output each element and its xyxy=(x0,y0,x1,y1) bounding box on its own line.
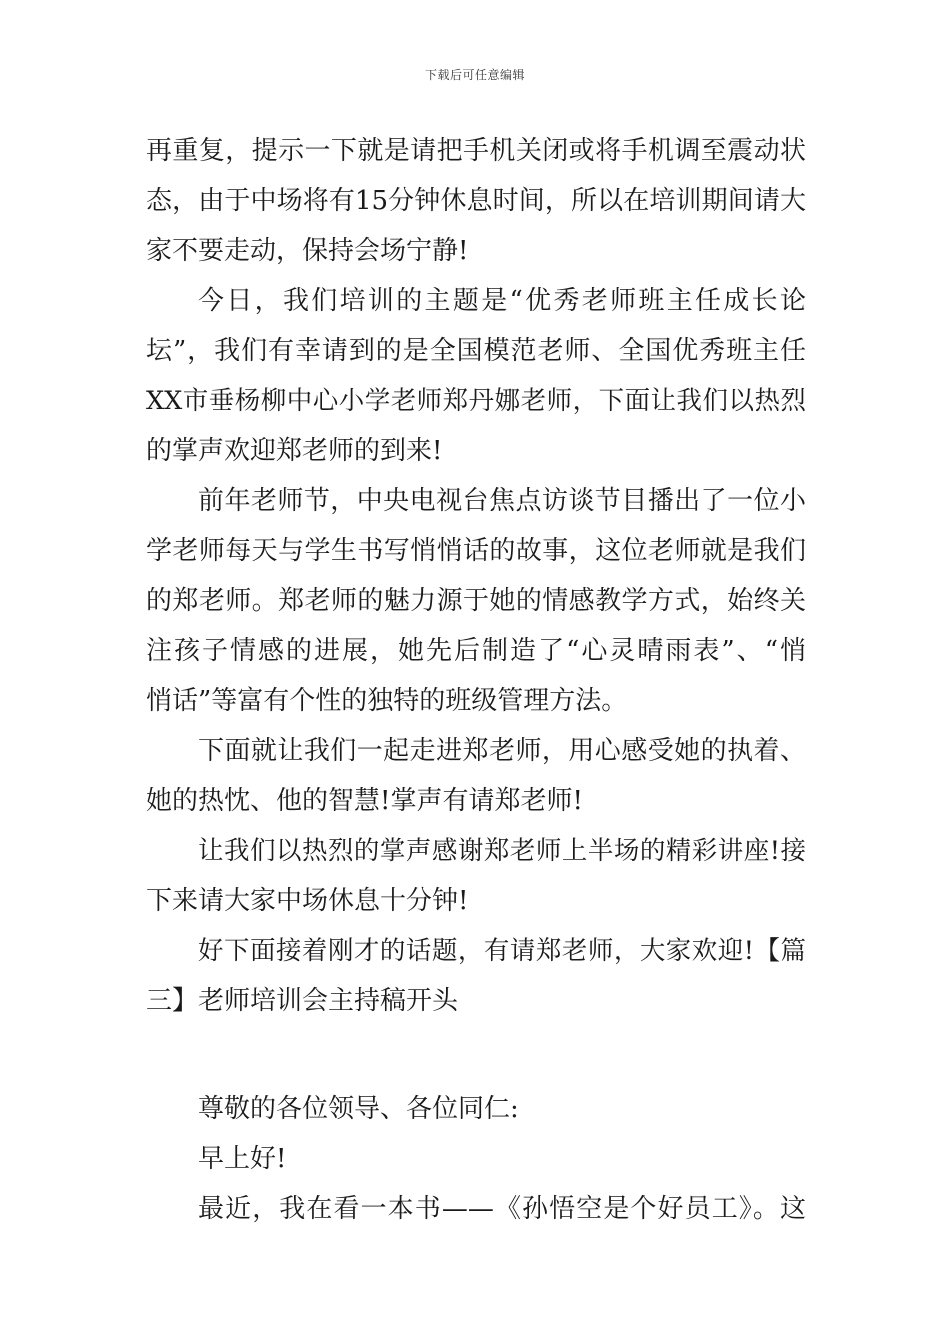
paragraph-invitation xyxy=(146,726,806,826)
text-line: 坛”，我们有幸请到的是全国模范老师、全国优秀班主任 xyxy=(146,336,806,366)
blank-spacer xyxy=(146,1026,806,1084)
paragraph-reminder xyxy=(146,126,806,276)
text-line: 今日，我们培训的主题是“优秀老师班主任成长论 xyxy=(198,286,806,316)
text-line: 注孩子情感的进展，她先后制造了“心灵晴雨表”、“悄 xyxy=(146,636,806,666)
text-line: 的郑老师。郑老师的魅力源于她的情感教学方式，始终关 xyxy=(146,586,806,616)
greeting: 早上好! xyxy=(198,1144,287,1174)
text-line: XX市垂杨柳中心小学老师郑丹娜老师，下面让我们以热烈 xyxy=(146,386,806,416)
text-line: 家不要走动，保持会场宁静! xyxy=(146,236,469,266)
document-body xyxy=(146,126,806,1234)
text-line: 学老师每天与学生书写悄悄话的故事，这位老师就是我们 xyxy=(146,536,806,566)
text-line: 三】老师培训会主持稿开头 xyxy=(146,986,459,1016)
paragraph-teacher-introduction xyxy=(146,476,806,726)
text-line: 好下面接着刚才的话题，有请郑老师，大家欢迎!【篇 xyxy=(198,936,806,966)
text-line: 她的热忱、他的智慧!掌声有请郑老师! xyxy=(146,786,583,816)
text-line: 最近，我在看一本书——《孙悟空是个好员工》。这 xyxy=(198,1194,806,1224)
text-line: 下来请大家中场休息十分钟! xyxy=(146,886,469,916)
section-three-opening xyxy=(146,1084,806,1234)
text-line: 悄话”等富有个性的独特的班级管理方法。 xyxy=(146,686,628,716)
paragraph-resume-section-three xyxy=(146,926,806,1026)
paragraph-thanks-break xyxy=(146,826,806,926)
text-line: 下面就让我们一起走进郑老师，用心感受她的执着、 xyxy=(198,736,806,766)
paragraph-training-theme xyxy=(146,276,806,476)
page-header-note: 下载后可任意编辑 xyxy=(424,68,525,82)
salutation: 尊敬的各位领导、各位同仁: xyxy=(198,1094,519,1124)
text-line: 态，由于中场将有15分钟休息时间，所以在培训期间请大 xyxy=(146,186,806,216)
text-line: 的掌声欢迎郑老师的到来! xyxy=(146,436,443,466)
text-line: 再重复，提示一下就是请把手机关闭或将手机调至震动状 xyxy=(146,136,806,166)
text-line: 让我们以热烈的掌声感谢郑老师上半场的精彩讲座!接 xyxy=(198,836,806,866)
text-line: 前年老师节，中央电视台焦点访谈节目播出了一位小 xyxy=(198,486,806,516)
